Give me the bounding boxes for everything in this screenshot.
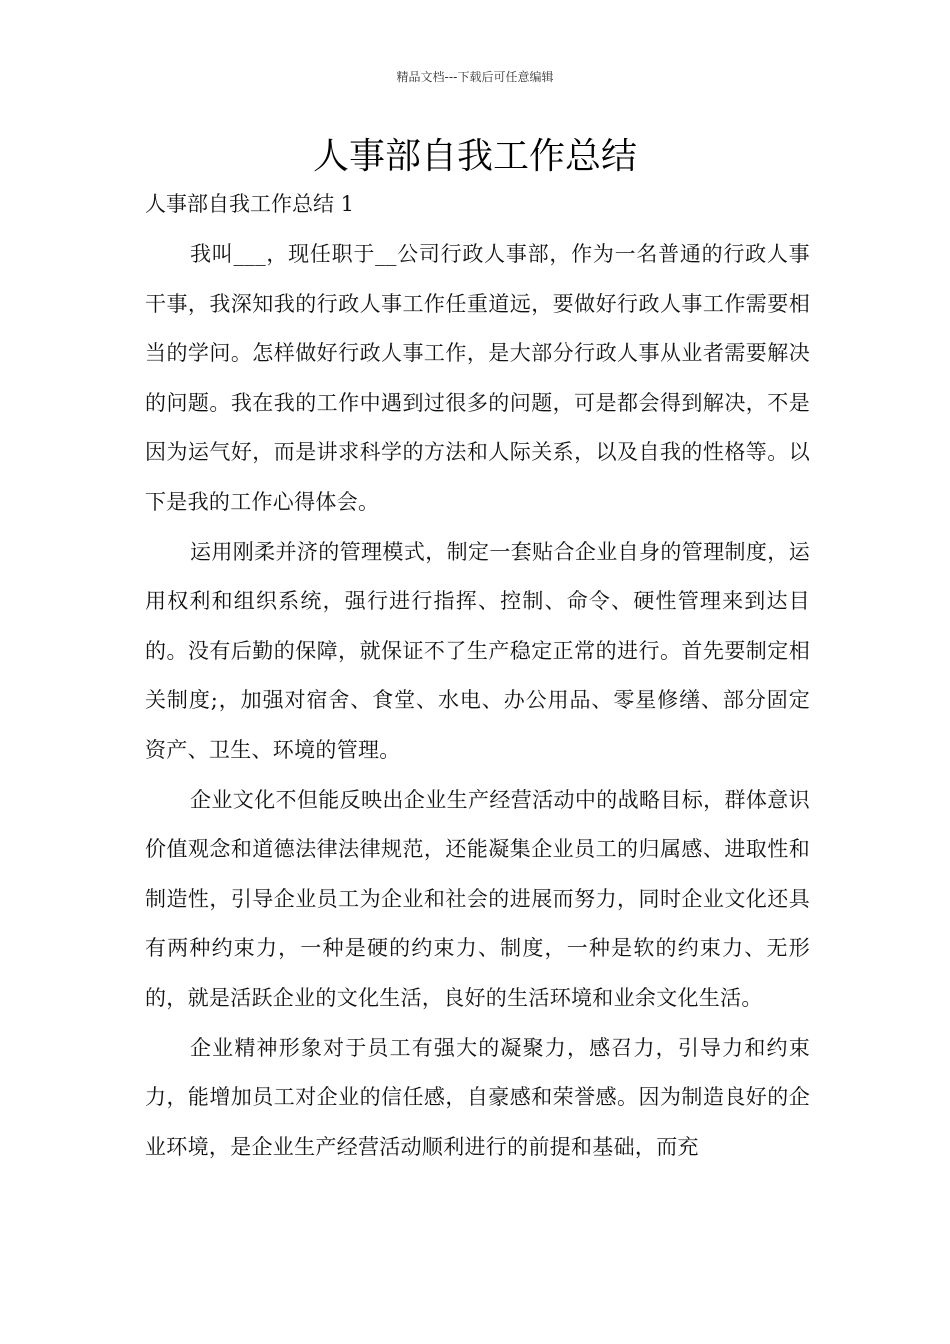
paragraph-2: 运用刚柔并济的管理模式，制定一套贴合企业自身的管理制度，运用权利和组织系统，强行进行指挥、控制、命令、硬性管理来到达目的。没有后勤的保障，就保证不了生产稳定正常的进行。首先要制定相关制度;，加强对宿舍、食堂、水电、办公用品、零星修缮、部分固定资产、卫生、环境的管理。 <box>145 539 810 762</box>
paragraph-1: 我叫___，现任职于__公司行政人事部，作为一名普通的行政人事干事，我深知我的行政人事工作任重道远，要做好行政人事工作需要相当的学问。怎样做好行政人事工作，是大部分行政人事从业者需要解决的问题。我在我的工作中遇到过很多的问题，可是都会得到解决，不是因为运气好，而是讲求科学的方法和人际关系，以及自我的性格等。以下是我的工作心得体会。 <box>145 242 810 514</box>
section-subtitle: 人事部自我工作总结 1 <box>145 192 355 216</box>
header-note: 精品文档---下载后可任意编辑 <box>396 70 554 84</box>
body-text <box>145 230 810 1172</box>
paragraph-4: 企业精神形象对于员工有强大的凝聚力，感召力，引导力和约束力，能增加员工对企业的信任感，自豪感和荣誉感。因为制造良好的企业环境，是企业生产经营活动顺利进行的前提和基础，而充 <box>145 1035 810 1159</box>
paragraph-3: 企业文化不但能反映出企业生产经营活动中的战略目标，群体意识价值观念和道德法律法律规范，还能凝集企业员工的归属感、进取性和制造性，引导企业员工为企业和社会的进展而努力，同时企业文化还具有两种约束力，一种是硬的约束力、制度，一种是软的约束力、无形的，就是活跃企业的文化生活，良好的生活环境和业余文化生活。 <box>145 787 810 1010</box>
document-title: 人事部自我工作总结 <box>312 136 637 177</box>
